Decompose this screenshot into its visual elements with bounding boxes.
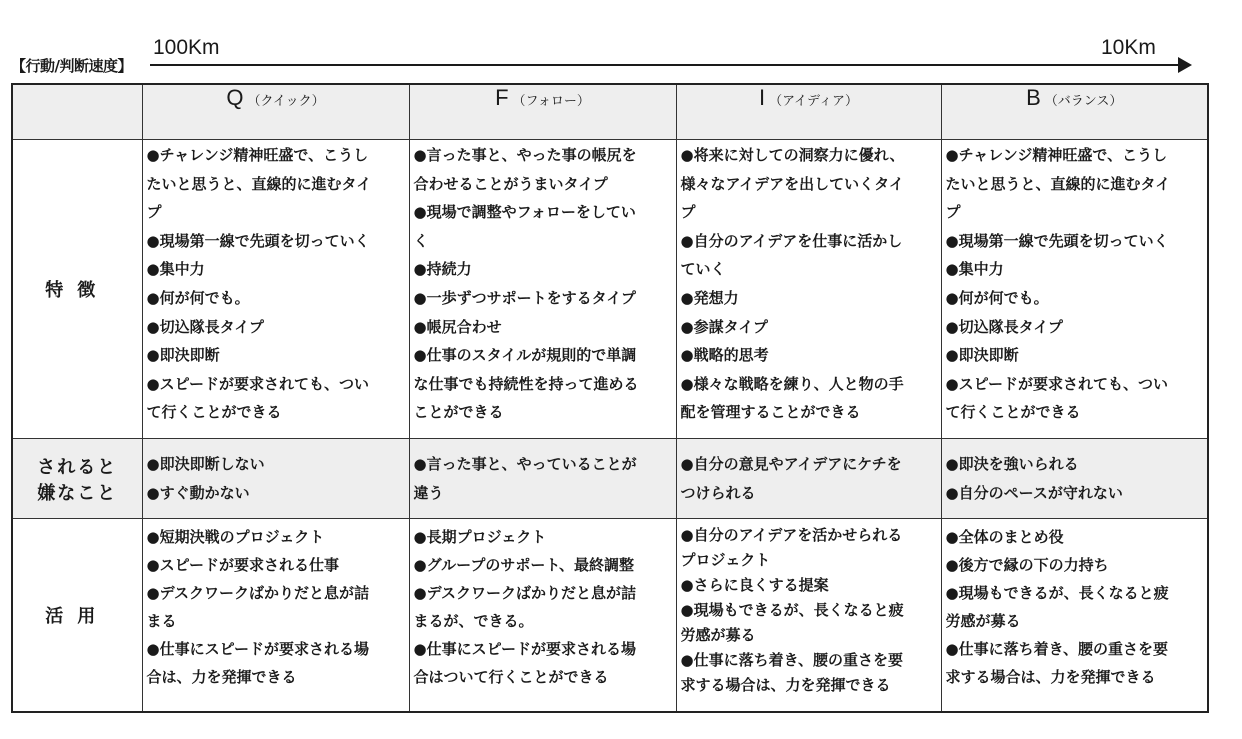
cell-line: ●仕事に落ち着き、腰の重さを要: [680, 651, 903, 669]
cell-line: ●切込隊長タイプ: [945, 317, 1063, 336]
cell-line: ●言った事と、やった事の帳尻を: [413, 146, 637, 164]
cell-line: ●短期決戦のプロジェクト: [146, 528, 325, 546]
cell-line: ●スピードが要求されても、つい: [146, 374, 369, 393]
cell-line: たいと思うと、直線的に進むタイ: [945, 174, 1171, 193]
cell-line: ●チャレンジ精神旺盛で、こうし: [945, 146, 1168, 164]
cell-line: ●長期プロジェクト: [413, 528, 547, 546]
cell-line: ●将来に対しての洞察力に優れ、: [680, 146, 905, 164]
column-header-b: B （バランス）: [941, 84, 1208, 140]
speed-axis-label: 【行動/判断速度】: [11, 57, 132, 75]
cell-line: ●スピードが要求される仕事: [146, 556, 339, 574]
cell-line: ●自分のペースが守れない: [945, 484, 1123, 502]
cell-line: つけられる: [680, 484, 756, 502]
column-header-q: Q （クイック）: [142, 84, 409, 140]
cell-line: まる: [146, 612, 177, 630]
cell-line: ●切込隊長タイプ: [146, 317, 264, 336]
column-header-f: F （フォロー）: [409, 84, 676, 140]
cell-line: プロジェクト: [680, 551, 771, 569]
cell-line: く: [413, 231, 429, 250]
cell-line: ●自分のアイデアを仕事に活かし: [680, 231, 903, 250]
cell-line: ●仕事に落ち着き、腰の重さを要: [945, 640, 1168, 658]
features-cell-b: [941, 140, 1208, 439]
cell-line: ●現場第一線で先頭を切っていく: [146, 231, 370, 250]
cell-line: ●一歩ずつサポートをするタイプ: [413, 288, 636, 307]
cell-line: ていく: [680, 260, 726, 279]
usage-cell-b: [941, 519, 1208, 712]
cell-line: ●仕事のスタイルが規則的で単調: [413, 346, 637, 365]
dislikes-cell-i: [676, 439, 941, 519]
cell-line: ●持続力: [413, 260, 472, 279]
column-header-i: I （アイディア）: [676, 84, 941, 140]
cell-line: ●即決を強いられる: [945, 455, 1079, 474]
cell-line: ●後方で縁の下の力持ち: [945, 556, 1109, 574]
cell-line: ●様々な戦略を練り、人と物の手: [680, 374, 904, 393]
features-cell-q: [142, 140, 409, 439]
cell-line: ●何が何でも。: [945, 288, 1049, 307]
cell-line: ●自分の意見やアイデアにケチを: [680, 455, 902, 474]
cell-line: プ: [146, 203, 162, 222]
cell-line: ●仕事にスピードが要求される場: [146, 640, 369, 658]
usage-cell-q: [142, 519, 409, 712]
cell-line: ●即決即断しない: [146, 455, 265, 474]
cell-line: ●チャレンジ精神旺盛で、こうし: [146, 146, 369, 164]
cell-line: ●すぐ動かない: [146, 484, 250, 502]
usage-cell-i: [676, 519, 941, 712]
cell-line: ●参謀タイプ: [680, 317, 768, 336]
cell-line: ●さらに良くする提案: [680, 576, 829, 594]
cell-line: ●現場もできるが、長くなると疲: [680, 601, 904, 619]
usage-row-label: 活用: [12, 519, 142, 712]
usage-cell-f: [409, 519, 676, 712]
dislikes-cell-b: [941, 439, 1208, 519]
cell-line: ●仕事にスピードが要求される場: [413, 640, 636, 658]
cell-line: ●集中力: [146, 260, 205, 279]
cell-line: たいと思うと、直線的に進むタイ: [146, 174, 372, 193]
cell-line: 求する場合は、力を発揮できる: [945, 668, 1156, 686]
dislikes-cell-q: [142, 439, 409, 519]
arrow-right-icon: [1178, 57, 1192, 73]
features-cell-i: [676, 140, 941, 439]
speed-axis: [0, 0, 1242, 82]
cell-line: ●現場もできるが、長くなると疲: [945, 584, 1169, 602]
cell-line: ことができる: [413, 403, 504, 422]
table-header-row: [12, 84, 1208, 140]
features-cell-f: [409, 140, 676, 439]
cell-line: ●デスクワークばかりだと息が詰: [146, 584, 369, 602]
cell-line: ●集中力: [945, 260, 1004, 279]
cell-line: 合わせることがうまいタイプ: [413, 174, 608, 193]
cell-line: ●自分のアイデアを活かせられる: [680, 526, 903, 544]
cell-line: 様々なアイデアを出していくタイ: [680, 174, 904, 193]
cell-line: ●スピードが要求されても、つい: [945, 374, 1168, 393]
dislikes-row-label: されると 嫌なこと: [12, 439, 142, 519]
cell-line: ●全体のまとめ役: [945, 528, 1064, 546]
cell-line: 求する場合は、力を発揮できる: [680, 676, 891, 694]
cell-line: 労感が募る: [680, 626, 756, 644]
speed-min-label: 10Km: [1101, 36, 1156, 59]
dislikes-row: [12, 439, 1208, 519]
cell-line: な仕事でも持続性を持って進める: [413, 374, 639, 393]
cell-line: まるが、できる。: [413, 612, 534, 630]
cell-line: ●デスクワークばかりだと息が詰: [413, 584, 636, 602]
corner-cell: [12, 84, 142, 140]
cell-line: ●即決即断: [146, 346, 220, 365]
cell-line: ●即決即断: [945, 346, 1019, 365]
cell-line: ●戦略的思考: [680, 346, 769, 365]
features-row: [12, 140, 1208, 439]
cell-line: ●何が何でも。: [146, 288, 250, 307]
cell-line: ●帳尻合わせ: [413, 317, 502, 336]
speed-max-label: 100Km: [153, 36, 220, 59]
dislikes-cell-f: [409, 439, 676, 519]
features-row-label: 特徴: [12, 140, 142, 439]
cell-line: ●発想力: [680, 288, 739, 307]
usage-row: [12, 519, 1208, 712]
cell-line: ●現場第一線で先頭を切っていく: [945, 231, 1169, 250]
cell-line: 労感が募る: [945, 612, 1021, 630]
cell-line: 配を管理することができる: [680, 403, 861, 422]
speed-axis-line: [150, 64, 1180, 66]
cell-line: ●グループのサポート、最終調整: [413, 556, 635, 574]
cell-line: 合は、力を発揮できる: [146, 668, 297, 686]
cell-line: 合はついて行くことができる: [413, 668, 609, 686]
cell-line: て行くことができる: [945, 403, 1081, 422]
personality-type-table: [11, 83, 1209, 713]
cell-line: プ: [945, 203, 961, 222]
cell-line: ●言った事と、やっていることが: [413, 455, 637, 474]
cell-line: ●現場で調整やフォローをしてい: [413, 203, 636, 222]
cell-line: 違う: [413, 484, 444, 502]
cell-line: プ: [680, 203, 696, 222]
cell-line: て行くことができる: [146, 403, 282, 422]
